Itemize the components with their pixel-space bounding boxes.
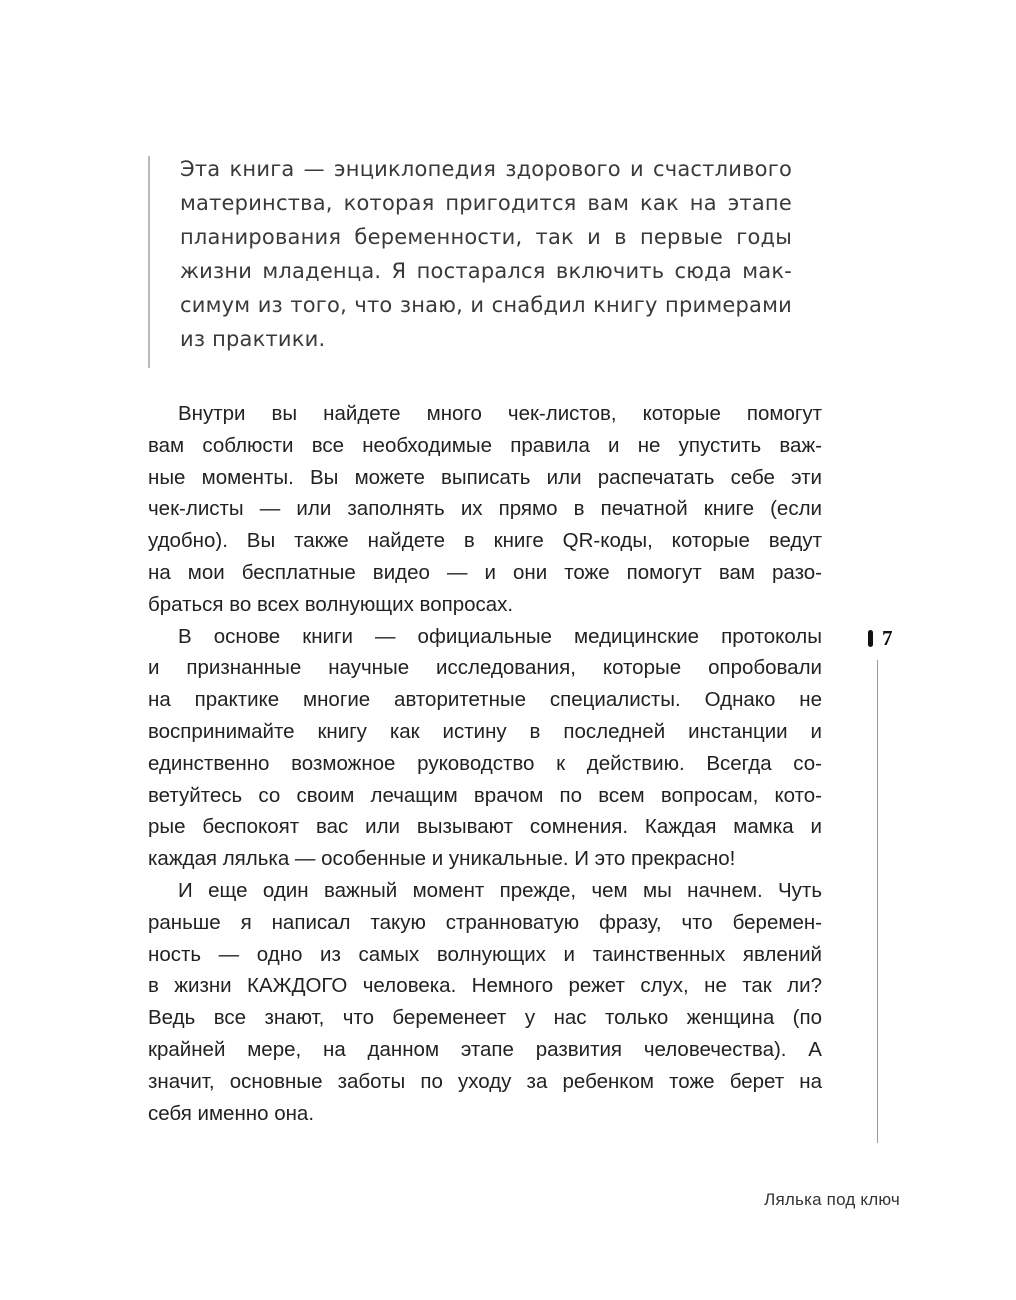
right-margin-rule (877, 660, 878, 1143)
running-footer: Лялька под ключ (764, 1190, 900, 1209)
text-line: на мои бесплатные видео — и они тоже помогут вам разо- (148, 560, 822, 584)
text-line: браться во всех волнующих вопросах. (148, 592, 514, 616)
quote-block (148, 152, 796, 356)
text-line: из практики. (180, 327, 326, 351)
text-line: и признанные научные исследования, которые опробовали (148, 656, 822, 680)
text-line: ветуйтесь со своим лечащим врачом по всем вопросам, кото- (148, 783, 822, 807)
text-line: симум из того, что знаю, и снабдил книгу примерами (180, 293, 792, 317)
text-line: крайней мере, на данном этапе развития человечества). А (148, 1037, 822, 1061)
body-text (148, 398, 822, 1129)
quote-text (180, 152, 792, 356)
text-line: на практике многие авторитетные специалисты. Однако не (148, 688, 822, 712)
text-line: материнства, которая пригодится вам как на этапе (180, 191, 792, 215)
text-line: значит, основные заботы по уходу за ребенком тоже берет на (148, 1069, 822, 1093)
text-line: Внутри вы найдете много чек-листов, которые помогут (178, 402, 822, 425)
page-number-marker-icon (868, 630, 873, 647)
quote-left-rule (148, 156, 150, 368)
text-line: в жизни КАЖДОГО человека. Немного режет слух, не так ли? (148, 974, 822, 998)
text-line: единственно возможное руководство к действию. Всегда со- (148, 751, 822, 775)
text-line: раньше я написал такую странноватую фразу, что беремен- (148, 910, 822, 934)
text-line: Ведь все знают, что беременеет у нас только женщина (по (148, 1006, 822, 1030)
text-line: планирования беременности, так и в первые годы (180, 225, 792, 249)
paragraph-3 (148, 875, 822, 1129)
text-line: жизни младенца. Я постарался включить сюда мак- (180, 259, 792, 283)
paragraph-2 (148, 621, 822, 875)
text-line: вам соблюсти все необходимые правила и не упустить важ- (148, 433, 822, 457)
text-line: каждая лялька — особенные и уникальные. И это прекрасно! (148, 847, 736, 871)
text-line: ные моменты. Вы можете выписать или распечатать себе эти (148, 465, 822, 489)
text-line: себя именно она. (148, 1101, 315, 1125)
text-line: ность — одно из самых волнующих и таинственных явлений (148, 942, 822, 966)
text-line: чек-листы — или заполнять их прямо в печатной книге (если (148, 497, 822, 521)
text-line: В основе книги — официальные медицинские протоколы (178, 624, 822, 648)
text-line: Эта книга — энциклопедия здорового и счастливого (180, 157, 792, 181)
page-number-block (868, 626, 893, 651)
text-line: рые беспокоят вас или вызывают сомнения. Каждая мамка и (148, 815, 822, 839)
text-line: воспринимайте книгу как истину в последней инстанции и (148, 719, 822, 743)
paragraph-1 (148, 398, 822, 621)
text-line: удобно). Вы также найдете в книге QR-коды, которые ведут (148, 529, 822, 553)
text-line: И еще один важный момент прежде, чем мы начнем. Чуть (178, 878, 822, 902)
page-number: 7 (882, 626, 893, 650)
